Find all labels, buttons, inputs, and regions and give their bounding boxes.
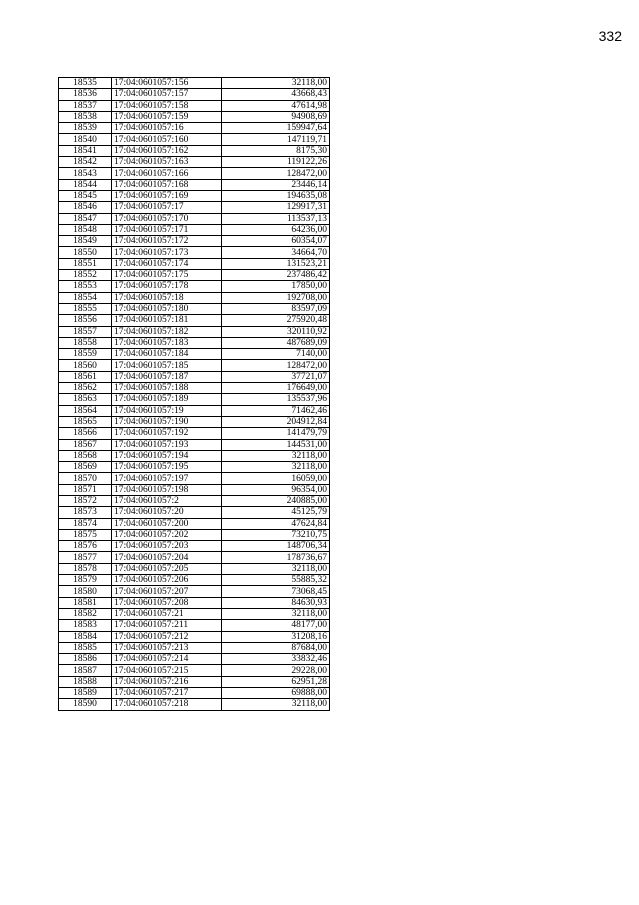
table-row (59, 123, 330, 134)
cadastral-number-cell: 17:04:0601057:183 (112, 337, 222, 348)
cadastral-number-cell: 17:04:0601057:197 (112, 473, 222, 484)
table-row (59, 416, 330, 427)
row-number-cell: 18557 (59, 326, 112, 337)
cadastral-value-table (58, 77, 330, 711)
table-row (59, 654, 330, 665)
value-cell: 43668,43 (222, 89, 330, 100)
table-row (59, 518, 330, 529)
cadastral-number-cell: 17:04:0601057:213 (112, 642, 222, 653)
row-number-cell: 18581 (59, 597, 112, 608)
cadastral-number-cell: 17:04:0601057:178 (112, 281, 222, 292)
cadastral-number-cell: 17:04:0601057:174 (112, 258, 222, 269)
row-number-cell: 18547 (59, 213, 112, 224)
row-number-cell: 18589 (59, 688, 112, 699)
value-cell: 45125,79 (222, 507, 330, 518)
value-cell: 178736,67 (222, 552, 330, 563)
table-row (59, 405, 330, 416)
row-number-cell: 18576 (59, 541, 112, 552)
table-row (59, 202, 330, 213)
value-cell: 135537,96 (222, 394, 330, 405)
cadastral-number-cell: 17:04:0601057:198 (112, 484, 222, 495)
row-number-cell: 18543 (59, 168, 112, 179)
row-number-cell: 18559 (59, 349, 112, 360)
cadastral-number-cell: 17:04:0601057:16 (112, 123, 222, 134)
row-number-cell: 18561 (59, 371, 112, 382)
table-row (59, 597, 330, 608)
cadastral-number-cell: 17:04:0601057:211 (112, 620, 222, 631)
table-row (59, 394, 330, 405)
cadastral-number-cell: 17:04:0601057:173 (112, 247, 222, 258)
table-row (59, 575, 330, 586)
row-number-cell: 18558 (59, 337, 112, 348)
table-row (59, 258, 330, 269)
table-row (59, 78, 330, 89)
value-cell: 32118,00 (222, 78, 330, 89)
row-number-cell: 18542 (59, 157, 112, 168)
cadastral-number-cell: 17:04:0601057:180 (112, 303, 222, 314)
cadastral-number-cell: 17:04:0601057:203 (112, 541, 222, 552)
table-row (59, 281, 330, 292)
table-row (59, 349, 330, 360)
table-row (59, 303, 330, 314)
row-number-cell: 18544 (59, 179, 112, 190)
cadastral-number-cell: 17:04:0601057:204 (112, 552, 222, 563)
cadastral-number-cell: 17:04:0601057:168 (112, 179, 222, 190)
cadastral-number-cell: 17:04:0601057:202 (112, 529, 222, 540)
table-row (59, 462, 330, 473)
value-cell: 204912,84 (222, 416, 330, 427)
value-cell: 73068,45 (222, 586, 330, 597)
value-cell: 148706,34 (222, 541, 330, 552)
cadastral-number-cell: 17:04:0601057:172 (112, 236, 222, 247)
value-cell: 31208,16 (222, 631, 330, 642)
table-row (59, 89, 330, 100)
value-cell: 141479,79 (222, 428, 330, 439)
cadastral-number-cell: 17:04:0601057:175 (112, 270, 222, 281)
table-body (59, 78, 330, 711)
table-row (59, 292, 330, 303)
value-cell: 48177,00 (222, 620, 330, 631)
table-row (59, 157, 330, 168)
row-number-cell: 18584 (59, 631, 112, 642)
table-row (59, 236, 330, 247)
table-row (59, 563, 330, 574)
cadastral-number-cell: 17:04:0601057:2 (112, 495, 222, 506)
value-cell: 128472,00 (222, 360, 330, 371)
row-number-cell: 18548 (59, 224, 112, 235)
row-number-cell: 18545 (59, 190, 112, 201)
page-number: 332 (598, 28, 622, 44)
table-row (59, 326, 330, 337)
cadastral-number-cell: 17:04:0601057:212 (112, 631, 222, 642)
cadastral-number-cell: 17:04:0601057:189 (112, 394, 222, 405)
cadastral-number-cell: 17:04:0601057:193 (112, 439, 222, 450)
cadastral-number-cell: 17:04:0601057:21 (112, 608, 222, 619)
row-number-cell: 18573 (59, 507, 112, 518)
value-cell: 62951,28 (222, 676, 330, 687)
cadastral-number-cell: 17:04:0601057:200 (112, 518, 222, 529)
table-row (59, 631, 330, 642)
row-number-cell: 18564 (59, 405, 112, 416)
cadastral-number-cell: 17:04:0601057:216 (112, 676, 222, 687)
cadastral-number-cell: 17:04:0601057:162 (112, 145, 222, 156)
row-number-cell: 18588 (59, 676, 112, 687)
cadastral-number-cell: 17:04:0601057:207 (112, 586, 222, 597)
table-row (59, 495, 330, 506)
value-cell: 240885,00 (222, 495, 330, 506)
value-cell: 94908,69 (222, 111, 330, 122)
value-cell: 128472,00 (222, 168, 330, 179)
cadastral-number-cell: 17:04:0601057:18 (112, 292, 222, 303)
cadastral-number-cell: 17:04:0601057:171 (112, 224, 222, 235)
cadastral-number-cell: 17:04:0601057:184 (112, 349, 222, 360)
cadastral-number-cell: 17:04:0601057:157 (112, 89, 222, 100)
table-row (59, 190, 330, 201)
table-row (59, 552, 330, 563)
cadastral-number-cell: 17:04:0601057:208 (112, 597, 222, 608)
cadastral-number-cell: 17:04:0601057:181 (112, 315, 222, 326)
table-row (59, 439, 330, 450)
table-row (59, 111, 330, 122)
cadastral-number-cell: 17:04:0601057:19 (112, 405, 222, 416)
row-number-cell: 18538 (59, 111, 112, 122)
row-number-cell: 18575 (59, 529, 112, 540)
cadastral-number-cell: 17:04:0601057:188 (112, 383, 222, 394)
value-cell: 32118,00 (222, 563, 330, 574)
row-number-cell: 18560 (59, 360, 112, 371)
table-row (59, 586, 330, 597)
table-row (59, 665, 330, 676)
row-number-cell: 18556 (59, 315, 112, 326)
cadastral-number-cell: 17:04:0601057:156 (112, 78, 222, 89)
table-row (59, 620, 330, 631)
cadastral-number-cell: 17:04:0601057:182 (112, 326, 222, 337)
table-row (59, 529, 330, 540)
value-cell: 71462,46 (222, 405, 330, 416)
row-number-cell: 18567 (59, 439, 112, 450)
value-cell: 69888,00 (222, 688, 330, 699)
row-number-cell: 18563 (59, 394, 112, 405)
row-number-cell: 18587 (59, 665, 112, 676)
value-cell: 47614,98 (222, 100, 330, 111)
table-row (59, 428, 330, 439)
cadastral-number-cell: 17:04:0601057:185 (112, 360, 222, 371)
row-number-cell: 18540 (59, 134, 112, 145)
value-cell: 129917,31 (222, 202, 330, 213)
table-row (59, 383, 330, 394)
table-row (59, 371, 330, 382)
table-row (59, 484, 330, 495)
value-cell: 29228,00 (222, 665, 330, 676)
table-row (59, 699, 330, 710)
value-cell: 33832,46 (222, 654, 330, 665)
value-cell: 487689,09 (222, 337, 330, 348)
value-cell: 37721,07 (222, 371, 330, 382)
value-cell: 237486,42 (222, 270, 330, 281)
row-number-cell: 18577 (59, 552, 112, 563)
row-number-cell: 18566 (59, 428, 112, 439)
value-cell: 113537,13 (222, 213, 330, 224)
table-row (59, 688, 330, 699)
row-number-cell: 18578 (59, 563, 112, 574)
row-number-cell: 18583 (59, 620, 112, 631)
value-cell: 84630,93 (222, 597, 330, 608)
row-number-cell: 18553 (59, 281, 112, 292)
row-number-cell: 18536 (59, 89, 112, 100)
cadastral-number-cell: 17:04:0601057:170 (112, 213, 222, 224)
row-number-cell: 18565 (59, 416, 112, 427)
value-cell: 194635,08 (222, 190, 330, 201)
table-row (59, 179, 330, 190)
table-row (59, 473, 330, 484)
table-row (59, 676, 330, 687)
row-number-cell: 18555 (59, 303, 112, 314)
value-cell: 131523,21 (222, 258, 330, 269)
value-cell: 159947,64 (222, 123, 330, 134)
value-cell: 275920,48 (222, 315, 330, 326)
cadastral-number-cell: 17:04:0601057:205 (112, 563, 222, 574)
cadastral-number-cell: 17:04:0601057:214 (112, 654, 222, 665)
row-number-cell: 18562 (59, 383, 112, 394)
value-cell: 192708,00 (222, 292, 330, 303)
row-number-cell: 18590 (59, 699, 112, 710)
row-number-cell: 18580 (59, 586, 112, 597)
table-row (59, 507, 330, 518)
table-row (59, 134, 330, 145)
cadastral-number-cell: 17:04:0601057:192 (112, 428, 222, 439)
row-number-cell: 18570 (59, 473, 112, 484)
row-number-cell: 18572 (59, 495, 112, 506)
table-row (59, 315, 330, 326)
value-cell: 147119,71 (222, 134, 330, 145)
value-cell: 176649,00 (222, 383, 330, 394)
row-number-cell: 18550 (59, 247, 112, 258)
row-number-cell: 18579 (59, 575, 112, 586)
row-number-cell: 18551 (59, 258, 112, 269)
table-row (59, 168, 330, 179)
value-cell: 8175,30 (222, 145, 330, 156)
value-cell: 83597,09 (222, 303, 330, 314)
value-cell: 16059,00 (222, 473, 330, 484)
cadastral-number-cell: 17:04:0601057:159 (112, 111, 222, 122)
value-cell: 32118,00 (222, 450, 330, 461)
table-row (59, 337, 330, 348)
row-number-cell: 18539 (59, 123, 112, 134)
row-number-cell: 18586 (59, 654, 112, 665)
value-cell: 119122,26 (222, 157, 330, 168)
row-number-cell: 18574 (59, 518, 112, 529)
row-number-cell: 18552 (59, 270, 112, 281)
row-number-cell: 18546 (59, 202, 112, 213)
table-row (59, 145, 330, 156)
value-cell: 47624,84 (222, 518, 330, 529)
cadastral-number-cell: 17:04:0601057:215 (112, 665, 222, 676)
row-number-cell: 18549 (59, 236, 112, 247)
table-row (59, 360, 330, 371)
table-row (59, 247, 330, 258)
cadastral-number-cell: 17:04:0601057:187 (112, 371, 222, 382)
value-cell: 73210,75 (222, 529, 330, 540)
row-number-cell: 18535 (59, 78, 112, 89)
value-cell: 64236,00 (222, 224, 330, 235)
value-cell: 32118,00 (222, 462, 330, 473)
row-number-cell: 18537 (59, 100, 112, 111)
cadastral-number-cell: 17:04:0601057:195 (112, 462, 222, 473)
value-cell: 32118,00 (222, 608, 330, 619)
cadastral-number-cell: 17:04:0601057:206 (112, 575, 222, 586)
value-cell: 87684,00 (222, 642, 330, 653)
value-cell: 34664,70 (222, 247, 330, 258)
value-cell: 32118,00 (222, 699, 330, 710)
table-row (59, 224, 330, 235)
row-number-cell: 18541 (59, 145, 112, 156)
cadastral-number-cell: 17:04:0601057:20 (112, 507, 222, 518)
value-cell: 60354,07 (222, 236, 330, 247)
cadastral-number-cell: 17:04:0601057:158 (112, 100, 222, 111)
table-row (59, 270, 330, 281)
value-cell: 17850,00 (222, 281, 330, 292)
cadastral-number-cell: 17:04:0601057:166 (112, 168, 222, 179)
value-cell: 23446,14 (222, 179, 330, 190)
table-row (59, 213, 330, 224)
table-row (59, 541, 330, 552)
row-number-cell: 18585 (59, 642, 112, 653)
value-cell: 320110,92 (222, 326, 330, 337)
cadastral-number-cell: 17:04:0601057:194 (112, 450, 222, 461)
row-number-cell: 18582 (59, 608, 112, 619)
cadastral-number-cell: 17:04:0601057:218 (112, 699, 222, 710)
row-number-cell: 18568 (59, 450, 112, 461)
row-number-cell: 18569 (59, 462, 112, 473)
cadastral-number-cell: 17:04:0601057:160 (112, 134, 222, 145)
table-row (59, 100, 330, 111)
cadastral-number-cell: 17:04:0601057:190 (112, 416, 222, 427)
cadastral-number-cell: 17:04:0601057:163 (112, 157, 222, 168)
value-cell: 55885,32 (222, 575, 330, 586)
value-cell: 144531,00 (222, 439, 330, 450)
value-cell: 7140,00 (222, 349, 330, 360)
table-row (59, 450, 330, 461)
table-row (59, 642, 330, 653)
cadastral-number-cell: 17:04:0601057:169 (112, 190, 222, 201)
row-number-cell: 18571 (59, 484, 112, 495)
table-row (59, 608, 330, 619)
cadastral-number-cell: 17:04:0601057:17 (112, 202, 222, 213)
cadastral-number-cell: 17:04:0601057:217 (112, 688, 222, 699)
value-cell: 96354,00 (222, 484, 330, 495)
row-number-cell: 18554 (59, 292, 112, 303)
